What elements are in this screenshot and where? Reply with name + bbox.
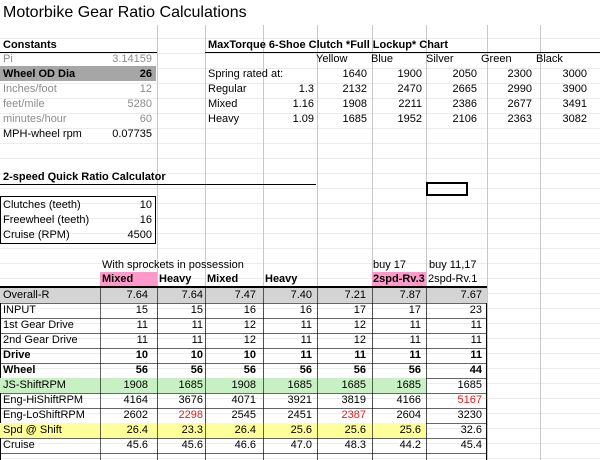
constant-value[interactable]: 3.14159 bbox=[112, 53, 152, 65]
sprocket-value[interactable]: 11 bbox=[354, 349, 366, 361]
constant-label: feet/mile bbox=[3, 98, 45, 110]
sprocket-value[interactable]: 16 bbox=[299, 304, 312, 316]
sprocket-value[interactable]: 25.6 bbox=[290, 424, 312, 436]
maxtorque-value[interactable]: 2990 bbox=[507, 83, 532, 95]
sprockets-caption: With sprockets in possession bbox=[102, 259, 244, 271]
sprocket-row-label: JS-ShiftRPM bbox=[3, 379, 66, 391]
column-divider bbox=[317, 287, 318, 460]
sprocket-value[interactable]: 26.4 bbox=[234, 424, 256, 436]
sprocket-value[interactable]: 11 bbox=[409, 334, 421, 346]
sprocket-value[interactable]: 46.6 bbox=[234, 439, 256, 451]
sprocket-value[interactable]: 44.2 bbox=[399, 439, 421, 451]
sprocket-value[interactable]: 10 bbox=[190, 349, 203, 361]
sprocket-value[interactable]: 11 bbox=[470, 334, 482, 346]
calculator-label: Cruise (RPM) bbox=[3, 229, 70, 241]
sprocket-value[interactable]: 48.3 bbox=[344, 439, 366, 451]
maxtorque-row-label: Regular bbox=[208, 83, 247, 95]
sprocket-value[interactable]: 56 bbox=[353, 364, 366, 376]
sprocket-value[interactable]: 1685 bbox=[457, 379, 482, 391]
maxtorque-row-label: Spring rated at: bbox=[208, 68, 284, 80]
maxtorque-value[interactable]: 2386 bbox=[452, 98, 477, 110]
sprocket-column-header: Heavy bbox=[159, 273, 192, 285]
column-divider bbox=[263, 287, 264, 460]
sprocket-value[interactable]: 12 bbox=[353, 319, 366, 331]
constant-label: Inches/foot bbox=[3, 83, 57, 95]
buy-label-rv3: buy 17 bbox=[373, 259, 407, 271]
row-divider bbox=[0, 453, 487, 454]
sprocket-value[interactable]: 11 bbox=[191, 319, 203, 331]
sprocket-value[interactable]: 45.4 bbox=[460, 439, 482, 451]
calculator-value[interactable]: 4500 bbox=[127, 229, 152, 241]
sprocket-value[interactable]: 1685 bbox=[341, 379, 366, 391]
maxtorque-value[interactable]: 3082 bbox=[562, 113, 587, 125]
sprocket-value[interactable]: 12 bbox=[243, 334, 256, 346]
sprocket-value[interactable]: 1908 bbox=[123, 379, 148, 391]
constants-header: Constants bbox=[3, 39, 57, 51]
calculator-label: Freewheel (teeth) bbox=[3, 214, 90, 226]
maxtorque-value[interactable]: 1640 bbox=[342, 68, 367, 80]
maxtorque-value[interactable]: 2300 bbox=[507, 68, 532, 80]
maxtorque-value[interactable]: 1685 bbox=[342, 113, 367, 125]
maxtorque-header: MaxTorque 6-Shoe Clutch *Full Lockup* Chart bbox=[208, 39, 448, 51]
spring-color-header: Blue bbox=[371, 53, 394, 65]
sprocket-value[interactable]: 11 bbox=[470, 319, 482, 331]
constant-value[interactable]: 5280 bbox=[127, 98, 152, 110]
spring-color-header: Green bbox=[481, 53, 512, 65]
sprocket-value[interactable]: 2604 bbox=[396, 409, 421, 421]
constant-value[interactable]: 12 bbox=[139, 83, 152, 95]
calculator-header-underline bbox=[0, 184, 316, 185]
sprocket-value[interactable]: 11 bbox=[409, 319, 421, 331]
maxtorque-value[interactable]: 2665 bbox=[452, 83, 477, 95]
buy-label-rv1: buy 11,17 bbox=[429, 259, 477, 271]
sprocket-value[interactable]: 32.6 bbox=[460, 424, 482, 436]
sprocket-row-label: Eng-HiShiftRPM bbox=[3, 394, 84, 406]
sprocket-value[interactable]: 11 bbox=[136, 334, 148, 346]
sprocket-value[interactable]: 2545 bbox=[231, 409, 256, 421]
sprocket-value[interactable]: 5167 bbox=[457, 394, 482, 406]
sprocket-value[interactable]: 45.6 bbox=[181, 439, 203, 451]
constant-value[interactable]: 60 bbox=[139, 113, 152, 125]
maxtorque-value[interactable]: 2132 bbox=[342, 83, 367, 95]
sprocket-value[interactable]: 11 bbox=[136, 319, 148, 331]
sprocket-value[interactable]: 11 bbox=[300, 319, 312, 331]
sprocket-value[interactable]: 11 bbox=[191, 334, 203, 346]
page-title: Motorbike Gear Ratio Calculations bbox=[3, 4, 247, 21]
sprocket-row-label: INPUT bbox=[3, 304, 36, 316]
constant-value[interactable]: 26 bbox=[139, 68, 152, 80]
spring-color-header: Silver bbox=[426, 53, 454, 65]
sprocket-value[interactable]: 11 bbox=[470, 349, 482, 361]
maxtorque-value[interactable]: 2677 bbox=[507, 98, 532, 110]
sprocket-value[interactable]: 7.64 bbox=[126, 289, 148, 301]
sprocket-value[interactable]: 56 bbox=[135, 364, 148, 376]
sprocket-value[interactable]: 25.6 bbox=[344, 424, 366, 436]
sprocket-value[interactable]: 26.4 bbox=[126, 424, 148, 436]
overall-top-line bbox=[0, 286, 487, 287]
maxtorque-value[interactable]: 3900 bbox=[562, 83, 587, 95]
sprocket-value[interactable]: 1685 bbox=[287, 379, 312, 391]
sprocket-value[interactable]: 17 bbox=[353, 304, 366, 316]
sprocket-value[interactable]: 47.0 bbox=[290, 439, 312, 451]
sprocket-value[interactable]: 7.67 bbox=[460, 289, 482, 301]
sprocket-row-label: Wheel bbox=[3, 364, 36, 376]
maxtorque-factor[interactable]: 1.16 bbox=[292, 98, 314, 110]
calculator-label: Clutches (teeth) bbox=[3, 199, 81, 211]
sprocket-value[interactable]: 3921 bbox=[287, 394, 312, 406]
sprocket-value[interactable]: 2602 bbox=[123, 409, 148, 421]
sprocket-value[interactable]: 3819 bbox=[341, 394, 366, 406]
sprocket-value[interactable]: 2451 bbox=[287, 409, 312, 421]
sprocket-value[interactable]: 7.87 bbox=[399, 289, 421, 301]
maxtorque-value[interactable]: 1952 bbox=[397, 113, 422, 125]
sprocket-value[interactable]: 44 bbox=[469, 364, 482, 376]
sprocket-value[interactable]: 10 bbox=[135, 349, 148, 361]
sprocket-value[interactable]: 23.3 bbox=[181, 424, 203, 436]
sprocket-value[interactable]: 2387 bbox=[341, 409, 366, 421]
sprocket-value[interactable]: 15 bbox=[135, 304, 148, 316]
sprocket-column-header: Heavy bbox=[265, 273, 298, 285]
column-divider bbox=[372, 287, 373, 460]
maxtorque-value[interactable]: 3000 bbox=[562, 68, 587, 80]
sprocket-value[interactable]: 15 bbox=[190, 304, 203, 316]
constant-label: Wheel OD Dia bbox=[3, 68, 76, 80]
sprocket-value[interactable]: 25.6 bbox=[399, 424, 421, 436]
sprocket-value[interactable]: 11 bbox=[409, 349, 421, 361]
sprocket-row-label: Spd @ Shift bbox=[3, 424, 62, 436]
sprocket-value[interactable]: 4166 bbox=[396, 394, 421, 406]
maxtorque-value[interactable]: 1908 bbox=[342, 98, 367, 110]
selected-cell[interactable] bbox=[426, 182, 468, 196]
maxtorque-value[interactable]: 3491 bbox=[562, 98, 587, 110]
sprocket-row-label: Cruise bbox=[3, 439, 35, 451]
maxtorque-row-label: Heavy bbox=[208, 113, 240, 125]
sprocket-value[interactable]: 3230 bbox=[457, 409, 482, 421]
constant-label: MPH-wheel rpm bbox=[3, 128, 82, 140]
sprocket-value[interactable]: 4071 bbox=[231, 394, 256, 406]
calculator-value[interactable]: 16 bbox=[139, 214, 152, 226]
column-divider bbox=[205, 287, 206, 460]
sprocket-row-label: 1st Gear Drive bbox=[3, 319, 74, 331]
calculator-value[interactable]: 10 bbox=[139, 199, 152, 211]
maxtorque-factor[interactable]: 1.09 bbox=[292, 113, 314, 125]
maxtorque-value[interactable]: 2363 bbox=[507, 113, 532, 125]
sprocket-row-label: 2nd Gear Drive bbox=[3, 334, 78, 346]
sprocket-value[interactable]: 4164 bbox=[123, 394, 148, 406]
sprocket-row-label: Eng-LoShiftRPM bbox=[3, 409, 85, 421]
sprocket-value[interactable]: 7.47 bbox=[234, 289, 256, 301]
sprocket-value[interactable]: 17 bbox=[408, 304, 421, 316]
sprocket-value[interactable]: 1685 bbox=[396, 379, 421, 391]
maxtorque-value[interactable]: 1900 bbox=[397, 68, 422, 80]
maxtorque-value[interactable]: 2211 bbox=[398, 98, 422, 110]
sprocket-value[interactable]: 56 bbox=[190, 364, 203, 376]
sprocket-value[interactable]: 1685 bbox=[178, 379, 203, 391]
sprocket-column-header: 2spd-Rv.1 bbox=[428, 273, 478, 285]
constant-value[interactable]: 0.07735 bbox=[112, 128, 152, 140]
sprocket-row-label: Drive bbox=[3, 349, 31, 361]
constant-label: Pi bbox=[3, 53, 13, 65]
maxtorque-value[interactable]: 2050 bbox=[452, 68, 477, 80]
sprocket-value[interactable]: 12 bbox=[243, 319, 256, 331]
sprocket-value[interactable]: 56 bbox=[299, 364, 312, 376]
column-divider bbox=[426, 287, 427, 460]
sprocket-value[interactable]: 56 bbox=[243, 364, 256, 376]
column-divider bbox=[157, 287, 158, 460]
sprocket-value[interactable]: 7.64 bbox=[181, 289, 203, 301]
maxtorque-factor[interactable]: 1.3 bbox=[298, 83, 314, 95]
maxtorque-value[interactable]: 2106 bbox=[452, 113, 477, 125]
sprocket-value[interactable]: 11 bbox=[300, 349, 312, 361]
maxtorque-value[interactable]: 2470 bbox=[397, 83, 422, 95]
sprocket-column-header: Mixed bbox=[207, 273, 239, 285]
sprocket-value[interactable]: 3676 bbox=[178, 394, 203, 406]
sprocket-value[interactable]: 11 bbox=[300, 334, 312, 346]
sprocket-value[interactable]: 12 bbox=[353, 334, 366, 346]
sprocket-value[interactable]: 7.21 bbox=[344, 289, 366, 301]
sprocket-row-label: Overall-R bbox=[3, 289, 50, 301]
sprocket-value[interactable]: 2298 bbox=[178, 409, 203, 421]
sprocket-value[interactable]: 16 bbox=[243, 304, 256, 316]
sprocket-value[interactable]: 10 bbox=[243, 349, 256, 361]
sprocket-column-header: Mixed bbox=[102, 273, 134, 285]
sprocket-value[interactable]: 23 bbox=[469, 304, 482, 316]
constant-label: minutes/hour bbox=[3, 113, 67, 125]
sprocket-value[interactable]: 45.6 bbox=[126, 439, 148, 451]
spring-color-header: Black bbox=[536, 53, 563, 65]
spring-color-header: Yellow bbox=[316, 53, 348, 65]
sprocket-column-header: 2spd-Rv.3 bbox=[373, 273, 425, 285]
maxtorque-row-label: Mixed bbox=[208, 98, 238, 110]
sprocket-value[interactable]: 1908 bbox=[231, 379, 256, 391]
sprocket-value[interactable]: 7.40 bbox=[290, 289, 312, 301]
sprocket-value[interactable]: 56 bbox=[408, 364, 421, 376]
calculator-header: 2-speed Quick Ratio Calculator bbox=[3, 171, 166, 183]
column-divider bbox=[100, 287, 101, 460]
